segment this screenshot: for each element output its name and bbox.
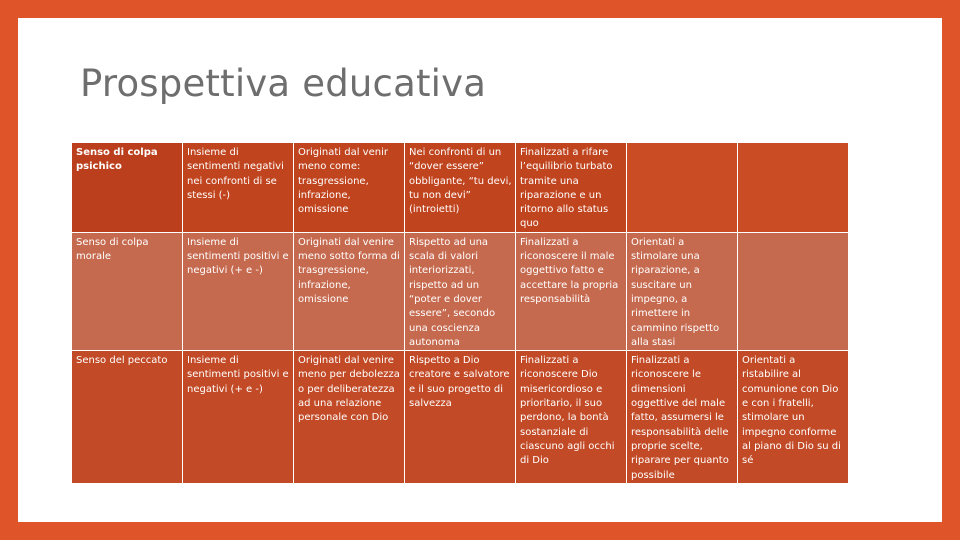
table-cell: Nei confronti di un “dover essere” obbligante, “tu devi, tu non devi” (introietti) (405, 143, 516, 233)
slide-title: Prospettiva educativa (80, 62, 487, 105)
table-cell: Orientati a stimolare una riparazione, a suscitare un impegno, a rimettere in cammino rispetto alla stasi (627, 232, 738, 350)
table-cell: Finalizzati a rifare l’equilibrio turbato tramite una riparazione e un ritorno allo status quo (516, 143, 627, 233)
table-cell: Rispetto a Dio creatore e salvatore e il suo progetto di salvezza (405, 351, 516, 484)
table-row (72, 143, 849, 233)
row-header: Senso di colpa morale (72, 232, 183, 350)
table-cell (627, 143, 738, 233)
table-cell (738, 232, 849, 350)
comparison-table (71, 142, 849, 484)
table-cell: Finalizzati a riconoscere il male oggettivo fatto e accettare la propria responsabilità (516, 232, 627, 350)
table-cell: Orientati a ristabilire al comunione con Dio e con i fratelli, stimolare un impegno conforme al piano di Dio su di sé (738, 351, 849, 484)
table-cell: Originati dal venir meno come: trasgressione, infrazione, omissione (294, 143, 405, 233)
table-cell: Insieme di sentimenti negativi nei confronti di se stessi (-) (183, 143, 294, 233)
table-cell (738, 143, 849, 233)
table-cell: Insieme di sentimenti positivi e negativi (+ e -) (183, 351, 294, 484)
table-cell: Originati dal venire meno sotto forma di trasgressione, infrazione, omissione (294, 232, 405, 350)
table-cell: Originati dal venire meno per debolezza o per deliberatezza ad una relazione personale con Dio (294, 351, 405, 484)
table-cell: Rispetto ad una scala di valori interiorizzati, rispetto ad un “poter e dover essere”, secondo una coscienza autonoma (405, 232, 516, 350)
table-row (72, 232, 849, 350)
table-cell: Insieme di sentimenti positivi e negativi (+ e -) (183, 232, 294, 350)
table-cell: Finalizzati a riconoscere le dimensioni oggettive del male fatto, assumersi le responsabilità delle proprie scelte, riparare per quanto possibile (627, 351, 738, 484)
row-header: Senso del peccato (72, 351, 183, 484)
table-row (72, 351, 849, 484)
row-header: Senso di colpa psichico (72, 143, 183, 233)
table-cell: Finalizzati a riconoscere Dio misericordioso e prioritario, il suo perdono, la bontà sostanziale di ciascuno agli occhi di Dio (516, 351, 627, 484)
